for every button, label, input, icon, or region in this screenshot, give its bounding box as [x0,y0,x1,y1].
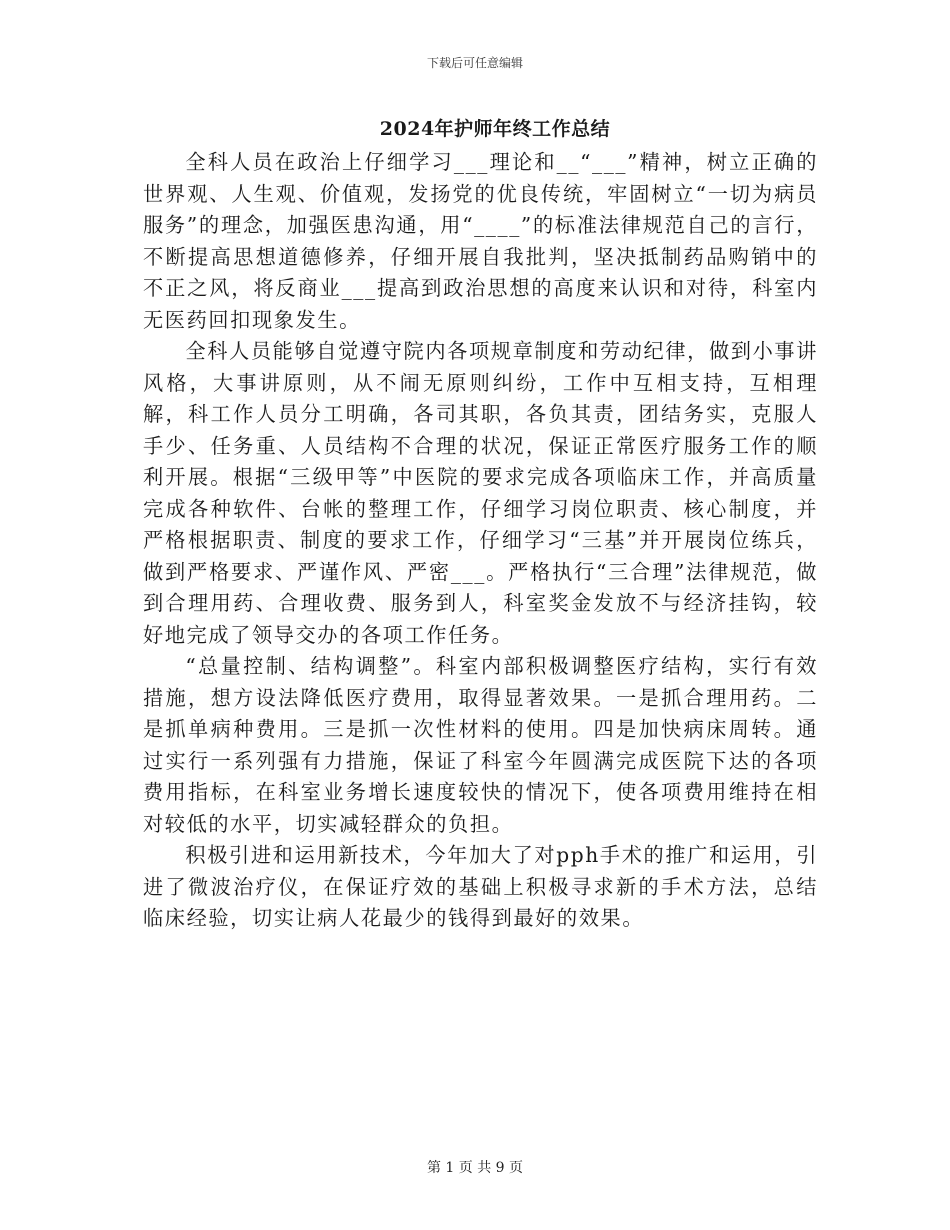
page-number: 第 1 页 共 9 页 [426,1160,524,1176]
document-body [143,147,818,935]
paragraph-discipline: 全科人员能够自觉遵守院内各项规章制度和劳动纪律，做到小事讲风格，大事讲原则，从不闹无原则纠纷，工作中互相支持，互相理解，科工作人员分工明确，各司其职，各负其责，团结务实，克服人手少、任务重、人员结构不合理的状况，保证正常医疗服务工作的顺利开展。根据“三级甲等”中医院的要求完成各项临床工作，并高质量完成各种软件、台帐的整理工作，仔细学习岗位职责、核心制度，并严格根据职责、制度的要求工作，仔细学习“三基”并开展岗位练兵，做到严格要求、严谨作风、严密___。严格执行“三合理”法律规范，做到合理用药、合理收费、服务到人，科室奖金发放不与经济挂钩，较好地完成了领导交办的各项工作任务。 [143,339,818,647]
header-note: 下载后可任意编辑 [426,56,523,70]
paragraph-political-study: 全科人员在政治上仔细学习___理论和__“___”精神，树立正确的世界观、人生观、价值观，发扬党的优良传统，牢固树立“一切为病员服务”的理念，加强医患沟通，用“____”的标准法律规范自己的言行，不断提高思想道德修养，仔细开展自我批判，坚决抵制药品购销中的不正之风，将反商业___提高到政治思想的高度来认识和对待，科室内无医药回扣现象发生。 [143,150,818,332]
paragraph-new-technology: 积极引进和运用新技术，今年加大了对pph手术的推广和运用，引进了微波治疗仪，在保证疗效的基础上积极寻求新的手术方法，总结临床经验，切实让病人花最少的钱得到最好的效果。 [143,843,818,930]
paragraph-cost-control: “总量控制、结构调整”。科室内部积极调整医疗结构，实行有效措施，想方设法降低医疗费用，取得显著效果。一是抓合理用药。二是抓单病种费用。三是抓一次性材料的使用。四是加快病床周转。通过实行一系列强有力措施，保证了科室今年圆满完成医院下达的各项费用指标，在科室业务增长速度较快的情况下，使各项费用维持在相对较低的水平，切实减轻群众的负担。 [143,654,818,836]
document-title: 2024年护师年终工作总结 [379,118,611,140]
